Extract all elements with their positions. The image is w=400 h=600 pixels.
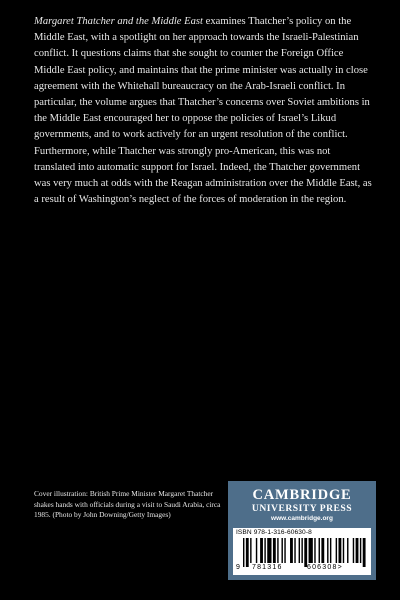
barcode-bar [353,538,354,563]
barcode-bar [301,538,302,563]
isbn-label: ISBN 978-1-316-60630-8 [236,529,312,536]
barcode-bar [360,538,361,563]
barcode-digit-first: 9 [236,564,240,571]
barcode-bar [281,538,282,563]
blurb-text: examines Thatcher’s policy on the Middle East, with a spotlight on her approach towards the Israeli-Palestinian conflict. It questions claims that she sought to counter the Foreign Office Middle East policy, and maintains that the prime minister was actually in close agreement with the Whitehall bureaucracy on the Arab-Israeli conflict. In particular, the volume argues that Thatcher’s concerns over Soviet ambitions in the Middle East encouraged her to oppose the policies of Israel’s Likud governments, and to work actively for an urgent resolution of the conflict. Furthermore, while Thatcher was strongly pro-American, this was not translated into automatic support for Israel. Indeed, the Thatcher government was very much at odds with the Reagan administration over the Middle East, as a result of Washington’s neglect of the forces of moderation in the region. [34,16,372,206]
barcode-bar [309,538,313,563]
barcode-digits-left: 781316 [252,564,283,571]
barcode-bar [246,538,249,567]
barcode-bar [363,538,366,567]
publisher-subname: UNIVERSITY PRESS [251,503,353,514]
barcode-bar [330,538,331,563]
barcode-bar [319,538,320,563]
barcode-bar [356,538,359,563]
barcode-bar [343,538,344,563]
barcode-bar [273,538,276,563]
barcode-digits-right [307,564,343,571]
barcode-bar [277,538,278,563]
barcode-bar [267,538,271,563]
blurb-paragraph [34,14,372,208]
barcode-marker: > [337,564,343,571]
barcode-box [233,528,371,575]
barcode-bar [336,538,337,563]
publisher-url: www.cambridge.org [271,515,333,522]
barcode-bar [264,538,265,563]
publisher-name: CAMBRIDGE [252,487,352,503]
barcode-bar [347,538,348,563]
barcode-bar [294,538,295,563]
barcode-bar [338,538,341,563]
barcode-digits-right-text: 606308 [307,564,338,571]
book-title-italic: Margaret Thatcher and the Middle East [34,16,203,27]
barcode-bar [250,538,251,563]
barcode-bar [327,538,328,563]
barcode-bar [260,538,263,563]
barcode-bar [284,538,285,563]
barcode-bar [290,538,293,563]
barcode-bars [243,538,367,567]
barcode-bar [243,538,244,567]
barcode-bar [299,538,300,563]
barcode-bar [314,538,315,563]
barcode-bar [256,538,257,563]
cover-illustration-credit: Cover illustration: British Prime Minister Margaret Thatcher shakes hands with officials during a visit to Saudi Arabia, circa 1985. (Photo by John Downing/Getty Images) [34,489,221,520]
barcode-bar [304,538,307,567]
barcode-bar [321,538,324,563]
